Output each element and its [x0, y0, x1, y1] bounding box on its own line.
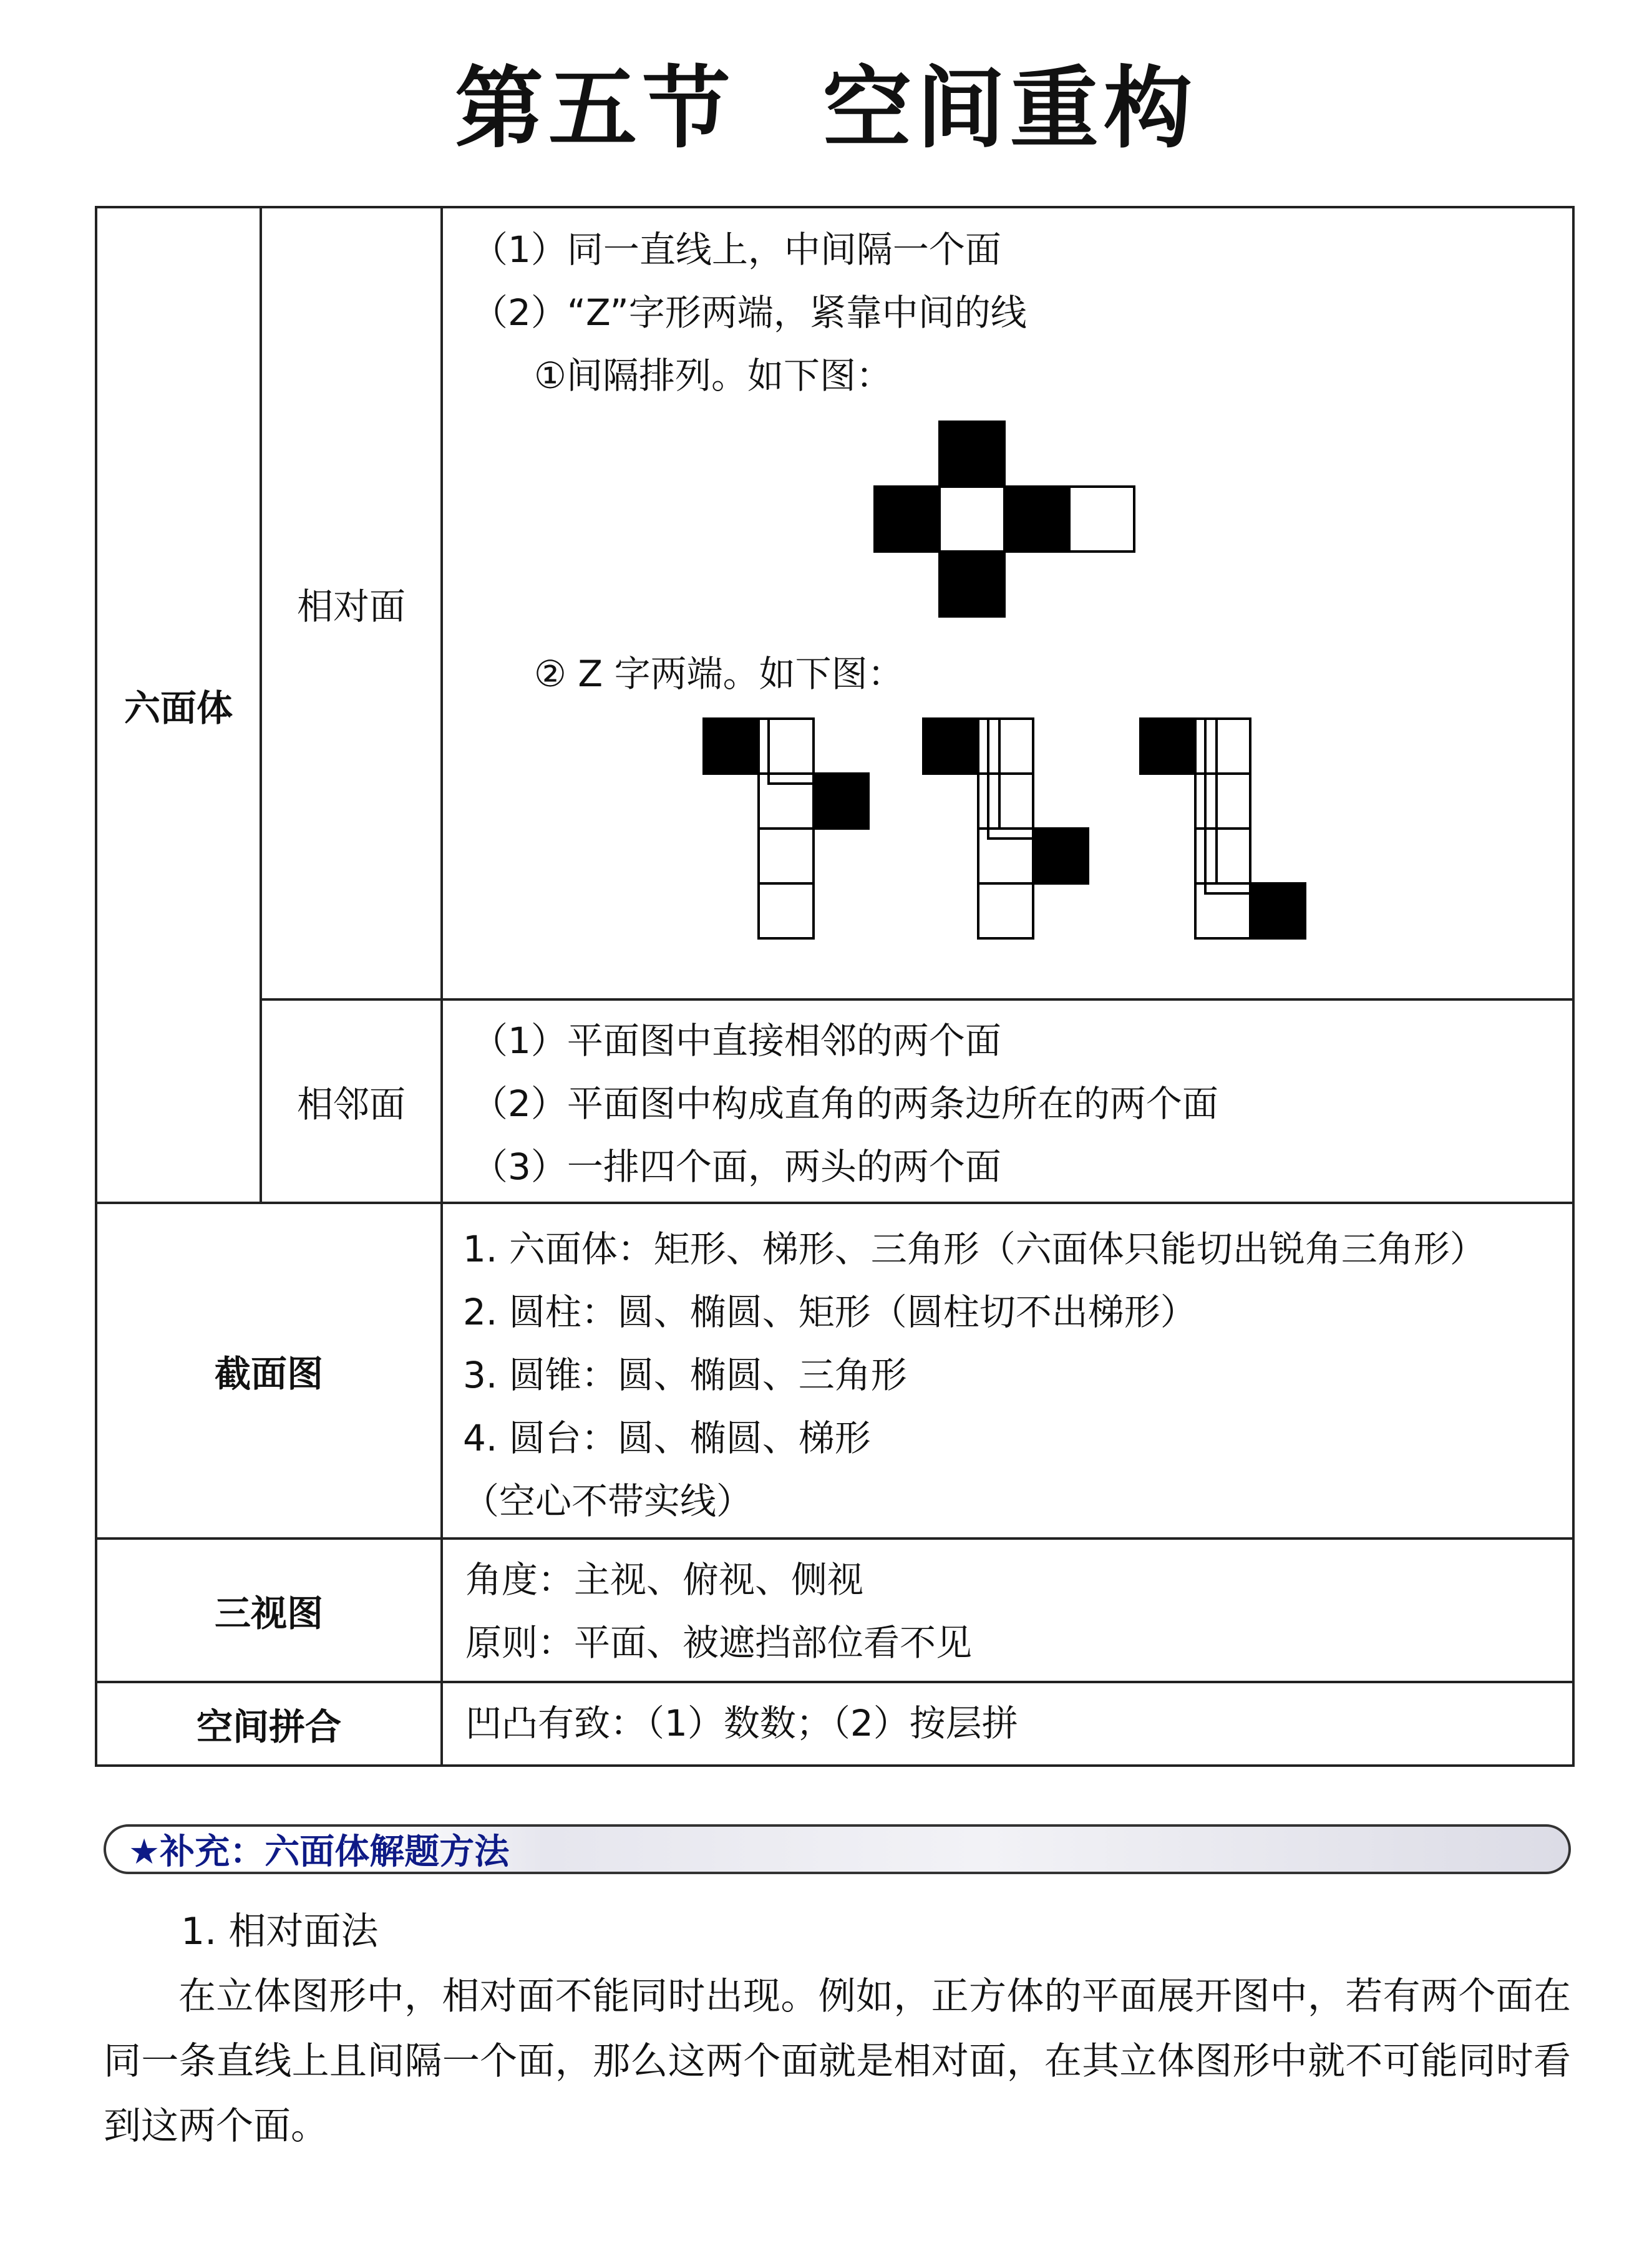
method-paragraph: 在立体图形中，相对面不能同时出现。例如，正方体的平面展开图中，若有两个面在同一条直线上且间隔一个面，那么这两个面就是相对面，在其立体图形中就不可能同时看到这两个面。 [104, 1975, 1571, 2148]
face-filled [1004, 487, 1069, 552]
supplement-banner [104, 1824, 1571, 1874]
face-blank [978, 774, 1033, 829]
face-blank [1069, 487, 1134, 552]
spatial-assembly-label: 空间拼合 [196, 1706, 341, 1748]
list-item: 角度：主视、俯视、侧视 [465, 1558, 864, 1601]
method-heading: 1. 相对面法 [181, 1910, 379, 1953]
z-net-diagram-1 [702, 717, 875, 940]
face-blank [759, 719, 814, 774]
face-blank [759, 774, 814, 829]
face-blank [1195, 829, 1250, 883]
face-blank [940, 487, 1004, 552]
spatial-assembly-text-wrap [465, 1692, 1018, 1755]
three-views-list [465, 1548, 972, 1675]
opposite-faces-label: 相对面 [296, 585, 406, 628]
rule-line: （3）一排四个面，两头的两个面 [472, 1145, 1001, 1188]
spatial-assembly-text: 凹凸有致：（1）数数；（2）按层拼 [465, 1702, 1018, 1744]
note: （空心不带实线） [463, 1480, 753, 1522]
divider [440, 206, 443, 1767]
list-item: 1. 六面体：矩形、梯形、三角形（六面体只能切出锐角三角形） [463, 1228, 1486, 1270]
rule-line: （2）“Z”字形两端，紧靠中间的线 [472, 291, 1027, 334]
face-filled [875, 487, 940, 552]
face-blank [978, 719, 1033, 774]
face-blank [1195, 883, 1250, 938]
face-filled [814, 774, 868, 829]
face-filled [1140, 719, 1195, 774]
list-item: 2. 圆柱：圆、椭圆、矩形（圆柱切不出梯形） [463, 1291, 1197, 1333]
rule-line: （1）平面图中直接相邻的两个面 [472, 1019, 1001, 1062]
adjacent-faces-label: 相邻面 [296, 1083, 406, 1125]
z-net-diagram-2 [922, 717, 1094, 940]
cross-net-diagram [873, 421, 1135, 621]
hexahedron-label: 六面体 [124, 687, 233, 729]
three-views-label: 三视图 [214, 1592, 323, 1635]
case-2-caption: ② Z 字两端。如下图： [534, 653, 904, 695]
cross-section-list [463, 1218, 1486, 1533]
face-filled [923, 719, 978, 774]
cross-section-label: 截面图 [214, 1353, 323, 1395]
opposite-faces-rules [472, 218, 1027, 407]
list-item: 3. 圆锥：圆、椭圆、三角形 [463, 1354, 907, 1396]
face-blank [978, 829, 1033, 883]
section-number: 第五节 [455, 57, 736, 160]
face-blank [978, 883, 1033, 938]
face-filled [1250, 883, 1305, 938]
supplement-body [104, 1899, 1571, 2159]
divider [260, 998, 1575, 1001]
section-name: 空间重构 [823, 57, 1197, 160]
list-item: 4. 圆台：圆、椭圆、梯形 [463, 1417, 871, 1459]
z-net-diagram-3 [1139, 717, 1311, 940]
face-filled [940, 422, 1004, 487]
face-filled [704, 719, 759, 774]
face-filled [1033, 829, 1088, 883]
list-item: 原则：平面、被遮挡部位看不见 [465, 1621, 973, 1664]
face-blank [1195, 774, 1250, 829]
rule-line: （1）同一直线上，中间隔一个面 [472, 228, 1001, 271]
case-2-caption-wrap [472, 643, 904, 706]
face-blank [759, 883, 814, 938]
adjacent-faces-rules [472, 1009, 1218, 1198]
face-blank [759, 829, 814, 883]
case-1-caption: ①间隔排列。如下图： [534, 354, 892, 397]
rule-line: （2）平面图中构成直角的两条边所在的两个面 [472, 1082, 1218, 1125]
page-title [0, 37, 1652, 165]
supplement-banner-text: ★补充：六面体解题方法 [129, 1832, 510, 1872]
face-blank [1195, 719, 1250, 774]
face-filled [940, 552, 1004, 616]
